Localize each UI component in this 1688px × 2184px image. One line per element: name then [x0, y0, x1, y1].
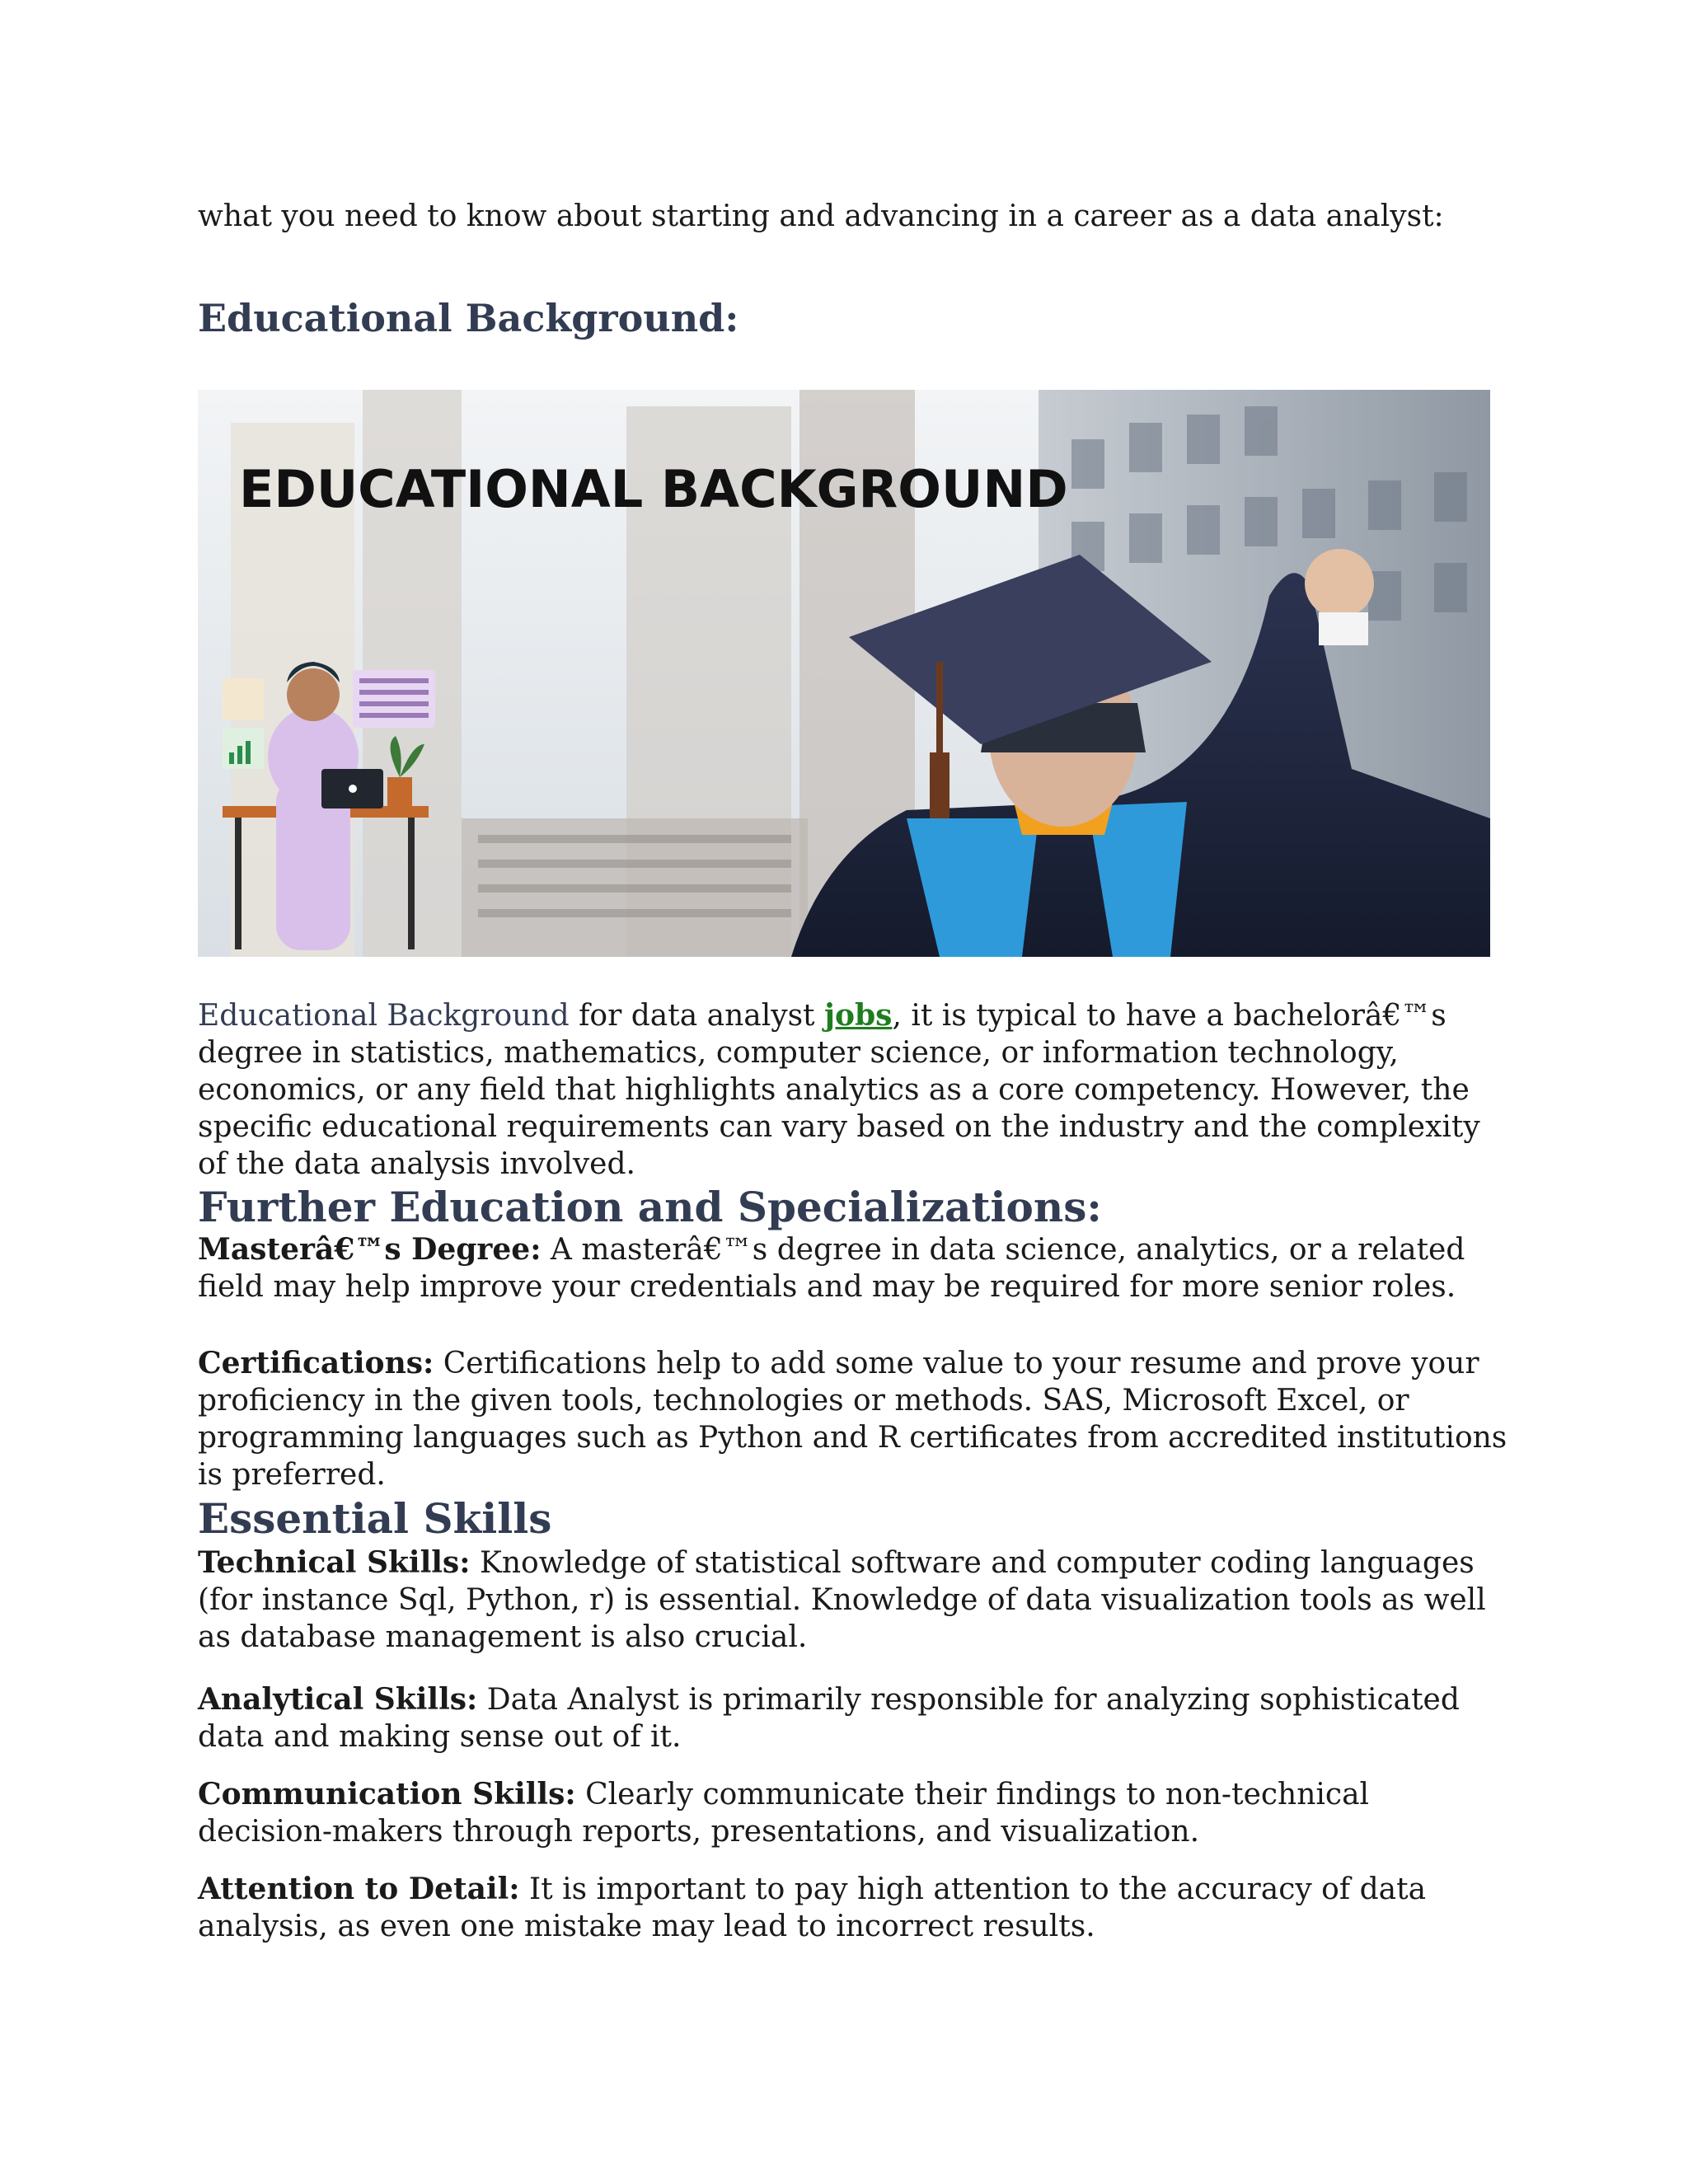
technical-skills-label: Technical Skills:	[198, 1545, 471, 1580]
certifications-text: Certifications help to add some value to your resume and prove your proficiency in the given tools, technologies or methods. SAS, Microsoft Excel, or programming languages such as Python and R certificates from accredited institutions is preferred.	[198, 1347, 1507, 1492]
essential-skills-heading: Essential Skills	[198, 1494, 552, 1543]
certifications-paragraph	[198, 1345, 1508, 1493]
jobs-link[interactable]: jobs	[823, 998, 893, 1033]
education-heading: Educational Background:	[198, 296, 739, 340]
education-text-after-link: , it is typical to have a bachelorâ€™s degree in statistics, mathematics, computer science, or information technology, economics, or any field that highlights analytics as a core competency. However, the specific educational requirements can vary based on the industry and the complexity of the data analysis involved.	[198, 999, 1480, 1181]
attention-to-detail-label: Attention to Detail:	[198, 1872, 520, 1906]
technical-skills-paragraph	[198, 1544, 1508, 1656]
education-text-before-link: for data analyst	[569, 999, 824, 1033]
analytical-skills-text: Data Analyst is primarily responsible for analyzing sophisticated data and making sense out of it.	[198, 1683, 1460, 1754]
communication-skills-text: Clearly communicate their findings to non-technical decision-makers through reports, presentations, and visualization.	[198, 1778, 1370, 1849]
masters-degree-paragraph	[198, 1231, 1508, 1305]
masters-degree-label: Masterâ€™s Degree:	[198, 1232, 542, 1267]
education-banner-image	[198, 390, 1490, 957]
attention-to-detail-paragraph	[198, 1871, 1508, 1945]
education-lead: Educational Background	[198, 999, 570, 1033]
further-education-heading: Further Education and Specializations:	[198, 1183, 1102, 1231]
analytical-skills-paragraph	[198, 1681, 1508, 1755]
communication-skills-paragraph	[198, 1776, 1508, 1850]
certifications-label: Certifications:	[198, 1346, 434, 1380]
banner-title-text: EDUCATIONAL BACKGROUND	[239, 459, 1068, 519]
technical-skills-text: Knowledge of statistical software and computer coding languages (for instance Sql, Python, r) is essential. Knowledge of data visualization tools as well as database management is also crucial.	[198, 1546, 1486, 1654]
masters-degree-text: A masterâ€™s degree in data science, analytics, or a related field may help improve your credentials and may be required for more senior roles.	[198, 1233, 1465, 1304]
attention-to-detail-text: It is important to pay high attention to the accuracy of data analysis, as even one mistake may lead to incorrect results.	[198, 1872, 1427, 1943]
communication-skills-label: Communication Skills:	[198, 1777, 576, 1811]
education-paragraph	[198, 997, 1508, 1183]
analytical-skills-label: Analytical Skills:	[198, 1682, 478, 1717]
intro-text: what you need to know about starting and advancing in a career as a data analyst:	[198, 199, 1444, 233]
